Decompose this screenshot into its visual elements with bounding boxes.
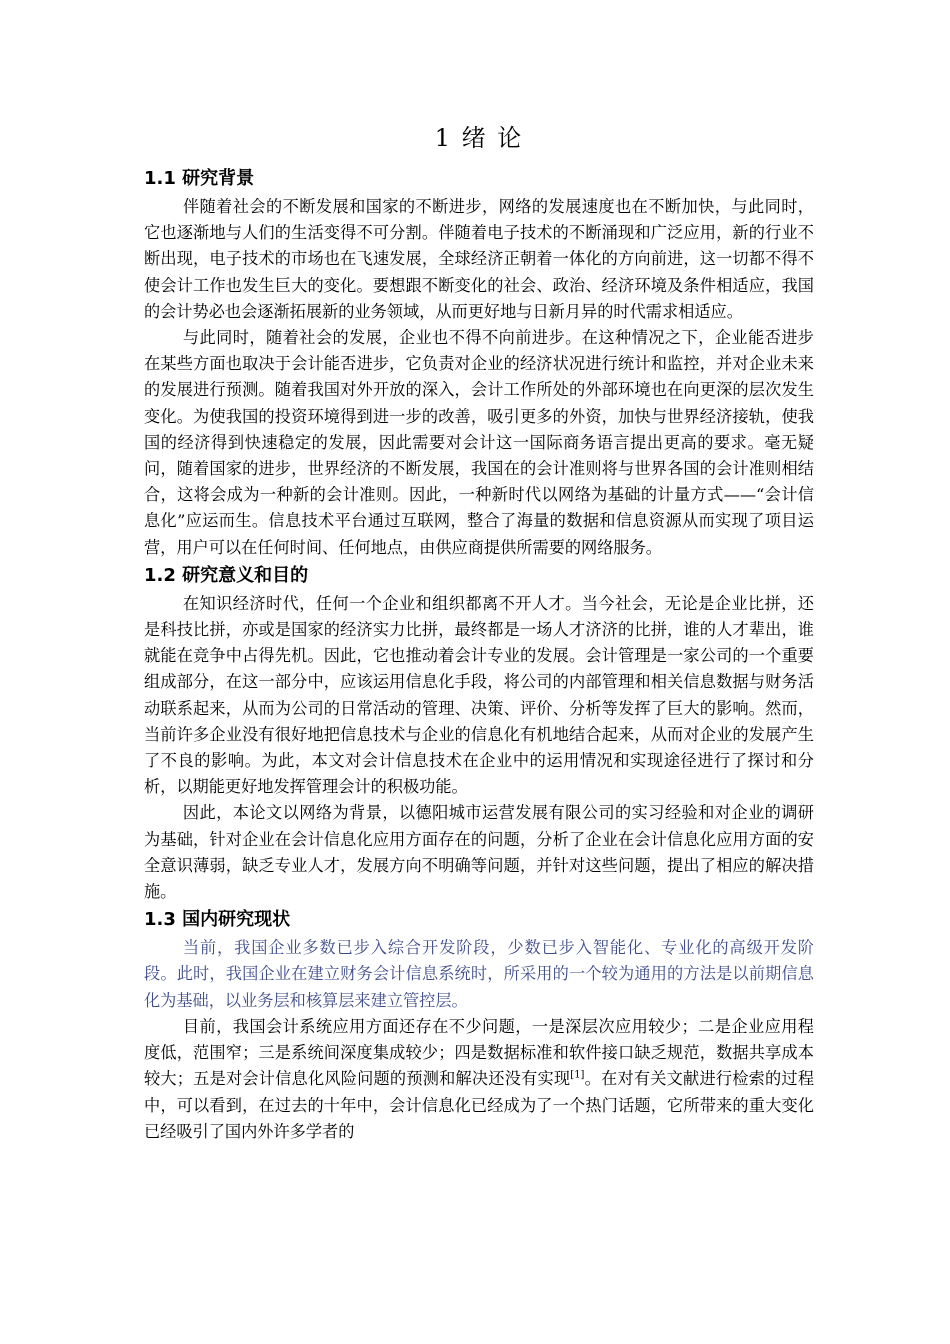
section-heading: 1.1 研究背景	[144, 168, 255, 189]
citation-marker[interactable]: [1]	[570, 1069, 585, 1081]
section-heading: 1.3 国内研究现状	[144, 909, 291, 931]
section-heading: 1.2 研究意义和目的	[144, 564, 309, 586]
paragraph-text: 。在对有关文献进行检索的过程中，可以看到，在过去的十年中，会计信息化已经成为了一个热门话题，它所带来的重大变化已经吸引了国内外许多学者的	[144, 1069, 815, 1141]
paragraph: 与此同时，随着社会的发展，企业也不得不向前进步。在这种情况之下，企业能否进步在某些方面也取决于会计能否进步，它负责对企业的经济状况进行统计和监控，并对企业未来的发展进行预测。随着我国对外开放的深入，会计工作所处的外部环境也在向更深的层次发生变化。为使我国的投资环境得到进一步的改善，吸引更多的外资，加快与世界经济接轨，使我国的经济得到快速稳定的发展，因此需要对会计这一国际商务语言提出更高的要求。毫无疑问，随着国家的进步，世界经济的不断发展，我国在的会计准则将与世界各国的会计准则相结合，这将会成为一种新的会计准则。因此，一种新时代以网络为基础的计量方式——“会计信息化”应运而生。信息技术平台通过互联网，整合了海量的数据和信息资源从而实现了项目运营，用户可以在任何时间、任何地点，由供应商提供所需要的网络服务。	[144, 328, 814, 557]
paragraph: 在知识经济时代，任何一个企业和组织都离不开人才。当今社会，无论是企业比拼，还是科技比拼，亦或是国家的经济实力比拼，最终都是一场人才济济的比拼，谁的人才辈出，谁就能在竞争中占得先机。因此，它也推动着会计专业的发展。会计管理是一家公司的一个重要组成部分，在这一部分中，应该运用信息化手段，将公司的内部管理和相关信息数据与财务活动联系起来，从而为公司的日常活动的管理、决策、评价、分析等发挥了巨大的影响。然而，当前许多企业没有很好地把信息技术与企业的信息化有机地结合起来，从而对企业的发展产生了不良的影响。为此，本文对会计信息技术在企业中的运用情况和实现途径进行了探讨和分析，以期能更好地发挥管理会计的积极功能。	[144, 593, 814, 797]
paragraph: 当前，我国企业多数已步入综合开发阶段，少数已步入智能化、专业化的高级开发阶段。此时，我国企业在建立财务会计信息系统时，所采用的一个较为通用的方法是以前期信息化为基础，以业务层和核算层来建立管控层。	[144, 938, 814, 1010]
paragraph-text: 目前，我国会计系统应用方面还存在不少问题，一是深层次应用较少；二是企业应用程度低，范围窄；三是系统间深度集成较少；四是数据标准和软件接口缺乏规范，数据共享成本较大；五是对会计信息化风险问题的预测和解决还没有实现	[144, 1016, 814, 1089]
section-significance	[144, 561, 814, 905]
paragraph: 伴随着社会的不断发展和国家的不断进步，网络的发展速度也在不断加快，与此同时，它也逐渐地与人们的生活变得不可分割。伴随着电子技术的不断涌现和广泛应用，新的行业不断出现，电子技术的市场也在飞速发展，全球经济正朝着一体化的方向前进，这一切都不得不使会计工作也发生巨大的变化。要想跟不断变化的社会、政治、经济环境及条件相适应，我国的会计势必也会逐渐拓展新的业务领域，从而更好地与日新月异的时代需求相适应。	[144, 197, 814, 321]
paragraph: 因此，本论文以网络为背景，以德阳城市运营发展有限公司的实习经验和对企业的调研为基础，针对企业在会计信息化应用方面存在的问题，分析了企业在会计信息化应用方面的安全意识薄弱，缺乏专业人才，发展方向不明确等问题，并针对这些问题，提出了相应的解决措施。	[144, 803, 814, 902]
section-background	[144, 164, 814, 561]
chapter-title: 1 绪 论	[434, 124, 524, 152]
paragraph-with-citation	[144, 1014, 814, 1145]
document-page	[144, 118, 814, 1145]
section-domestic-research	[144, 905, 814, 1145]
